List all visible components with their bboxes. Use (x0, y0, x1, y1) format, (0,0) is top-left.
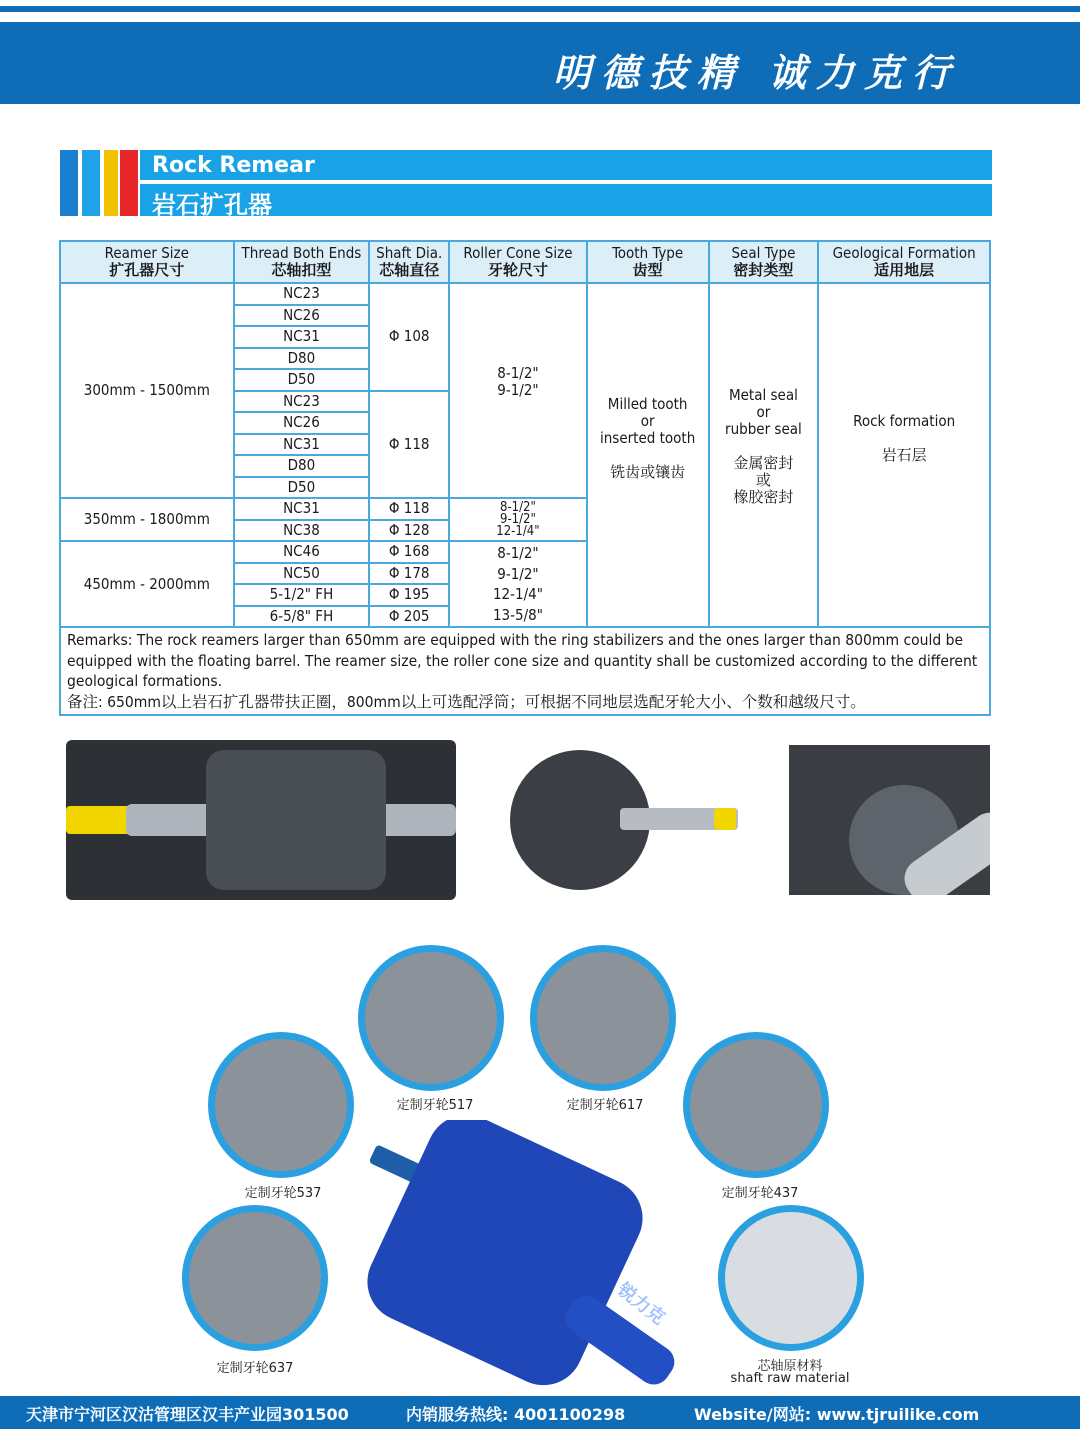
remarks-row (60, 627, 990, 715)
seal-cell: Metal seal or rubber seal 金属密封 或 橡胶密封 (709, 283, 819, 627)
thread-cell: NC31 (234, 434, 370, 456)
caption-shaft-en: shaft raw material (730, 1371, 850, 1386)
header-seal: Seal Type 密封类型 (709, 241, 819, 283)
cone-photo-617 (530, 945, 676, 1091)
cone-photo-517 (358, 945, 504, 1091)
shaft-cell: Φ 108 (369, 283, 449, 391)
footer-website[interactable]: Website/网站: www.tjruilike.com (694, 1405, 980, 1424)
thread-cell: NC23 (234, 283, 370, 305)
cone-photo-437 (683, 1032, 829, 1178)
header-thread: Thread Both Ends 芯轴扣型 (234, 241, 370, 283)
header-reamer-size: Reamer Size 扩孔器尺寸 (60, 241, 234, 283)
spec-table (59, 240, 991, 716)
thread-cell: NC26 (234, 412, 370, 434)
brand-mark: 锐力克 (613, 1279, 669, 1330)
tooth-cell: Milled tooth or inserted tooth 铣齿或镶齿 (587, 283, 709, 627)
thread-cell: NC23 (234, 391, 370, 413)
header-shaft: Shaft Dia. 芯轴直径 (369, 241, 449, 283)
shaft-cell: Φ 118 (369, 391, 449, 499)
banner-stripe (0, 6, 1080, 12)
shaft-cell: Φ 195 (369, 584, 449, 606)
caption-437: 定制牙轮437 (721, 1186, 799, 1201)
thread-cell: NC46 (234, 541, 370, 563)
caption-517: 定制牙轮517 (396, 1098, 474, 1113)
thread-cell: 6-5/8" FH (234, 606, 370, 628)
banner-slogan: 明德技精 诚力克行 (552, 50, 960, 95)
shaft-cell: Φ 168 (369, 541, 449, 563)
color-block-red (120, 150, 138, 216)
size-cell: 350mm - 1800mm (60, 498, 234, 541)
footer-bar (0, 1396, 1080, 1429)
reamer-photo-side (66, 740, 456, 900)
size-cell: 450mm - 2000mm (60, 541, 234, 627)
thread-cell: D80 (234, 455, 370, 477)
shaft-cell: Φ 205 (369, 606, 449, 628)
thread-cell: D50 (234, 369, 370, 391)
cone-cell: 8-1/2" 9-1/2" 12-1/4" (449, 498, 587, 541)
thread-cell: NC38 (234, 520, 370, 542)
table-row (60, 283, 990, 305)
caption-637: 定制牙轮637 (216, 1361, 294, 1376)
top-banner (0, 0, 1080, 108)
color-block-yellow (104, 150, 118, 216)
shaft-material-photo (718, 1205, 864, 1351)
cone-value: 8-1/2" (497, 364, 539, 382)
remarks-en: Remarks: The rock reamers larger than 650mm are equipped with the ring stabilizers and the ones larger than 800mm could be equipped with the floating barrel. The reamer size, the roller cone size and quantity shall be customized according to the different geological formations. (67, 631, 978, 690)
cone-photo-637 (182, 1205, 328, 1351)
color-block-light-blue (82, 150, 100, 216)
thread-cell: NC31 (234, 326, 370, 348)
thread-cell: NC31 (234, 498, 370, 520)
remarks-zh: 备注: 650mm以上岩石扩孔器带扶正圈，800mm以上可选配浮筒；可根据不同地层选配牙轮大小、个数和越级尺寸。 (67, 692, 866, 711)
header-tooth: Tooth Type 齿型 (587, 241, 709, 283)
thread-cell: NC50 (234, 563, 370, 585)
caption-617: 定制牙轮617 (566, 1098, 644, 1113)
footer-address: 天津市宁河区汉沽管理区汉丰产业园301500 (26, 1405, 349, 1424)
shaft-cell: Φ 118 (369, 498, 449, 520)
remarks-cell (60, 627, 990, 715)
shaft-cell: Φ 178 (369, 563, 449, 585)
header-formation: Geological Formation 适用地层 (818, 241, 990, 283)
cone-value: 9-1/2" (497, 381, 539, 399)
caption-537: 定制牙轮537 (244, 1186, 322, 1201)
footer-hotline: 内销服务热线: 4001100298 (406, 1405, 626, 1424)
section-header (60, 150, 992, 219)
caption-shaft-zh: 芯轴原材料 (757, 1359, 823, 1374)
reamer-photo-front (500, 742, 738, 894)
thread-cell: 5-1/2" FH (234, 584, 370, 606)
thread-cell: NC26 (234, 305, 370, 327)
thread-cell: D80 (234, 348, 370, 370)
cone-cell: 8-1/2" 9-1/2" 12-1/4" 13-5/8" (449, 541, 587, 627)
header-row (60, 241, 990, 283)
blue-reamer-photo (360, 1120, 695, 1390)
thread-cell: D50 (234, 477, 370, 499)
header-cone: Roller Cone Size 牙轮尺寸 (449, 241, 587, 283)
color-block-blue (60, 150, 78, 216)
reamer-photo-field (789, 745, 990, 895)
formation-cell: Rock formation 岩石层 (818, 283, 990, 627)
cone-cell (449, 283, 587, 498)
section-title-en: Rock Remear (152, 153, 315, 178)
shaft-cell: Φ 128 (369, 520, 449, 542)
cone-photo-537 (208, 1032, 354, 1178)
size-cell: 300mm - 1500mm (60, 283, 234, 498)
section-title-zh: 岩石扩孔器 (152, 191, 272, 219)
